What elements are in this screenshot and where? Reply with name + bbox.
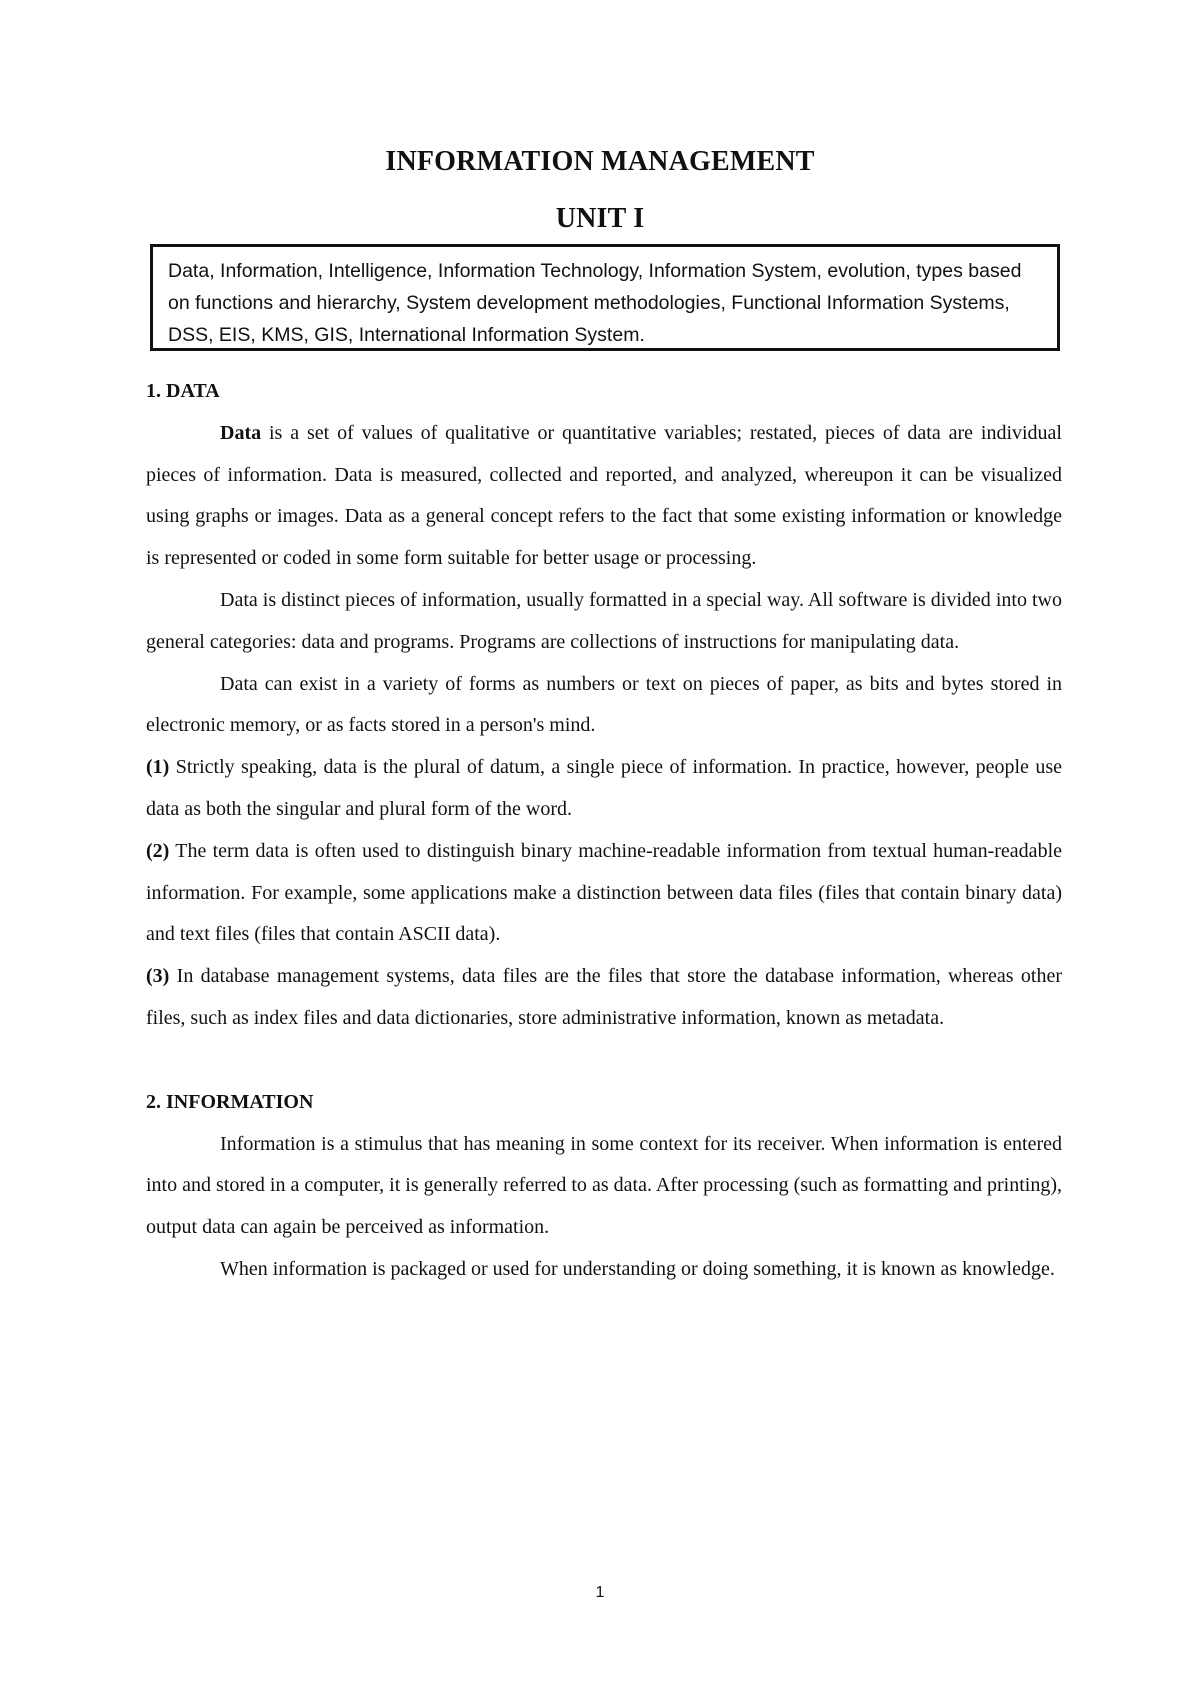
data-note-3 bbox=[146, 956, 1062, 1040]
note-text-3: In database management systems, data files are the files that store the database information, whereas other files, such as index files and data dictionaries, store administrative information, known as metadata. bbox=[146, 965, 1062, 1029]
document-title: INFORMATION MANAGEMENT bbox=[385, 146, 815, 177]
note-label-2: (2) bbox=[146, 839, 170, 862]
unit-title: UNIT I bbox=[555, 203, 645, 234]
document-body bbox=[146, 371, 1062, 1291]
section-heading-data: 1. DATA bbox=[146, 380, 220, 402]
data-definition-text: is a set of values of qualitative or quantitative variables; restated, pieces of data are individual pieces of information. Data is measured, collected and reported, and analyzed, whereupon it can be visualized using graphs or images. Data as a general concept refers to the fact that some existing information or knowledge is represented or coded in some form suitable for better usage or processing. bbox=[146, 421, 1062, 570]
information-knowledge-paragraph: When information is packaged or used for understanding or doing something, it is known as knowledge. bbox=[220, 1257, 1055, 1280]
note-text-1: Strictly speaking, data is the plural of datum, a single piece of information. In practice, however, people use data as both the singular and plural form of the word. bbox=[146, 756, 1062, 820]
note-label-3: (3) bbox=[146, 965, 170, 988]
section-heading-information: 2. INFORMATION bbox=[146, 1090, 314, 1113]
unit-topics-text: Data, Information, Intelligence, Information Technology, Information System, evolution, types based on functions and hierarchy, System development methodologies, Functional Information Systems, DSS, EIS, KMS, GIS, International Information System. bbox=[168, 260, 1022, 346]
data-forms-paragraph: Data can exist in a variety of forms as numbers or text on pieces of paper, as bits and bytes stored in electronic memory, or as facts stored in a person's mind. bbox=[146, 672, 1062, 737]
data-categories-paragraph: Data is distinct pieces of information, usually formatted in a special way. All software is divided into two general categories: data and programs. Programs are collections of instructions for manipulating data. bbox=[146, 588, 1062, 653]
data-note-2 bbox=[146, 831, 1062, 956]
section-spacer bbox=[146, 1040, 1062, 1082]
note-label-1: (1) bbox=[146, 756, 170, 779]
data-note-1 bbox=[146, 747, 1062, 831]
data-term: Data bbox=[220, 421, 262, 444]
information-definition-paragraph: Information is a stimulus that has meaning in some context for its receiver. When information is entered into and stored in a computer, it is generally referred to as data. After processing (such as formatting and printing), output data can again be perceived as information. bbox=[146, 1132, 1062, 1239]
unit-topics-box bbox=[150, 244, 1060, 351]
note-text-2: The term data is often used to distinguish binary machine-readable information from textual human-readable information. For example, some applications make a distinction between data files (files that contain binary data) and text files (files that contain ASCII data). bbox=[146, 839, 1062, 946]
page-number: 1 bbox=[595, 1584, 605, 1601]
data-definition-paragraph bbox=[146, 413, 1062, 580]
